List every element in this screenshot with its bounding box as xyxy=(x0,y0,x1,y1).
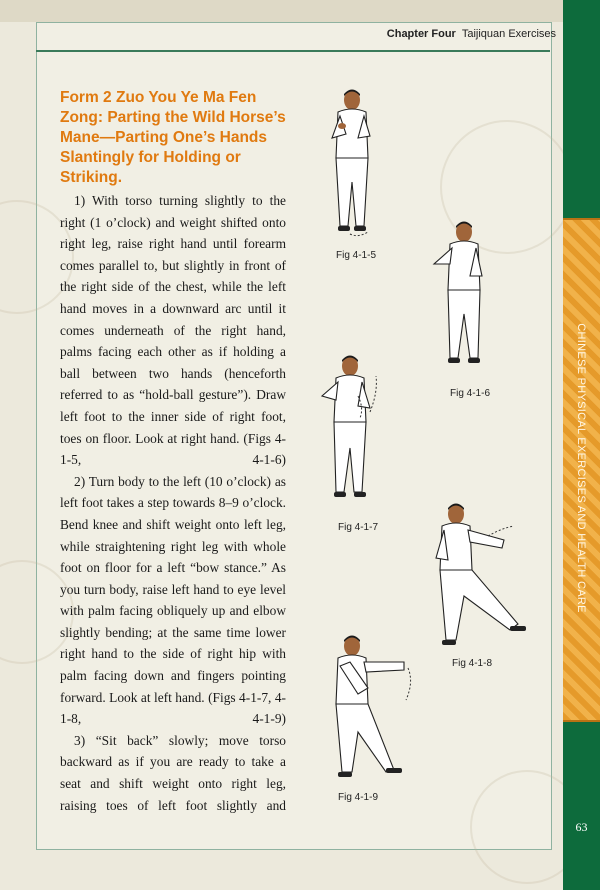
instructions-text xyxy=(60,190,286,816)
figure-caption: Fig 4-1-7 xyxy=(338,522,379,533)
paragraph-2: 2) Turn body to the left (10 o’clock) as left foot takes a step towards 8–9 o’clock. Bend knee and shift weight onto left leg, while straightening right leg with whole foot on floor for a left “bow stance.” As you turn body, raise left hand to eye level with palm facing obliquely up and elbow slightly bending; at the same time lower right hand to the side of right hip with palm facing down and fingers pointing forward. Look at left hand. (Figs 4-1-7, 4-1-8, 4-1-9) xyxy=(60,473,286,727)
form-heading: Form 2 Zuo You Ye Ma Fen Zong: Parting the Wild Horse’s Mane—Parting One’s Hands Slantingly for Holding or Striking. xyxy=(60,89,286,186)
figure-4-1-8-illustration xyxy=(426,500,530,650)
paragraph-3: 3) “Sit back” slowly; move torso backward as if you are ready to take a seat and shift weight onto right leg, raising toes of left foot slightly and xyxy=(60,732,286,813)
page-number: 63 xyxy=(575,820,588,834)
figure-caption: Fig 4-1-9 xyxy=(338,792,379,803)
figure-caption: Fig 4-1-5 xyxy=(336,250,377,261)
chapter-title: Taijiquan Exercises xyxy=(461,28,556,40)
figure-4-1-9-illustration xyxy=(328,632,428,787)
figure-4-1-6-illustration xyxy=(428,218,498,378)
top-band xyxy=(0,0,600,22)
paragraph-1: 1) With torso turning slightly to the right (1 o’clock) and weight shifted onto right leg, raise right hand until forearm comes parallel to, but slightly in front of the right side of the chest, while the left hand moves in a downward arc until it comes underneath of the right hand, palms facing each other as if holding a ball between two hands (henceforth referred to as “hold-ball gesture”). Draw left foot to the inner side of right foot, toes on floor. Look at right hand. (Figs 4-1-5, 4-1-6) xyxy=(60,193,286,468)
figure-4-1-7-illustration xyxy=(318,352,388,512)
header-rule xyxy=(36,50,550,52)
sidebar-series-title: CHINESE PHYSICAL EXERCISES AND HEALTH CARE xyxy=(575,323,587,613)
chapter-label: Chapter Four xyxy=(386,28,456,40)
figure-4-1-5-illustration xyxy=(318,86,388,246)
figure-caption: Fig 4-1-6 xyxy=(450,388,491,399)
running-header xyxy=(387,28,556,40)
figure-caption: Fig 4-1-8 xyxy=(452,658,493,669)
